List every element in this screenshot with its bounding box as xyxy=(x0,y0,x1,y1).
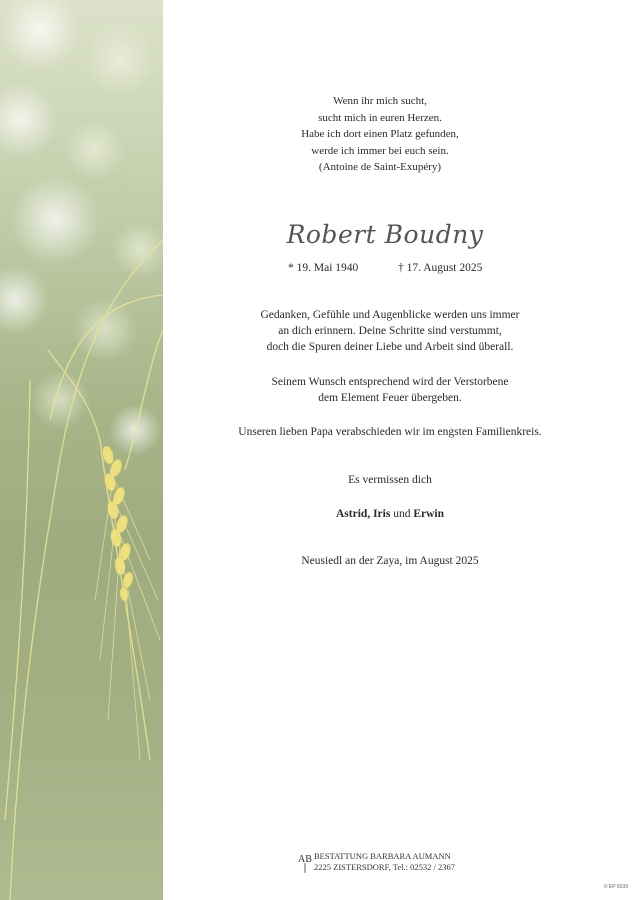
text-line: Seinem Wunsch entsprechend wird der Verstorbene xyxy=(271,376,509,388)
quote-line: werde ich immer bei euch sein. xyxy=(311,144,449,157)
decorative-side-panel xyxy=(0,0,163,900)
funeral-home-logo xyxy=(298,851,312,873)
text-line: an dich erinnern. Deine Schritte sind verstummt, xyxy=(278,325,502,337)
place-and-date xyxy=(210,553,570,569)
mourner-connector: und xyxy=(390,508,414,520)
cremation-paragraph xyxy=(210,374,570,406)
mourner-name: Iris xyxy=(373,508,391,520)
memorial-quote xyxy=(210,93,550,176)
mourner-separator: , xyxy=(367,508,374,520)
text-line: Unseren lieben Papa verabschieden wir im engsten Familienkreis. xyxy=(238,426,542,438)
text-line: Gedanken, Gefühle und Augenblicke werden uns immer xyxy=(260,309,520,321)
miss-line xyxy=(210,472,570,488)
logo-lettering: AB xyxy=(298,854,312,865)
text-line: Es vermissen dich xyxy=(348,474,432,486)
copyright-mark: © EP 5039 xyxy=(603,884,628,890)
remembrance-paragraph xyxy=(210,307,570,355)
mourners xyxy=(210,506,570,522)
birth-date: * 19. Mai 1940 xyxy=(288,262,359,274)
death-date: † 17. August 2025 xyxy=(398,262,483,274)
funeral-home-name: BESTATTUNG BARBARA AUMANN xyxy=(314,851,451,861)
funeral-home-address: 2225 ZISTERSDORF, Tel.: 02532 / 2367 xyxy=(314,862,455,872)
text-line: doch die Spuren deiner Liebe und Arbeit sind überall. xyxy=(266,341,514,353)
quote-line: Habe ich dort einen Platz gefunden, xyxy=(301,128,459,140)
quote-line: Wenn ihr mich sucht, xyxy=(333,95,427,107)
quote-line: sucht mich in euren Herzen. xyxy=(318,111,442,124)
text-line: Neusiedl an der Zaya, im August 2025 xyxy=(301,555,479,567)
wheat-ear-illustration xyxy=(0,0,163,900)
quote-author: (Antoine de Saint-Exupéry) xyxy=(318,161,442,173)
deceased-name: Robert Boudny xyxy=(286,220,484,249)
farewell-paragraph xyxy=(210,424,570,440)
mourner-name: Astrid xyxy=(336,508,368,520)
text-line: dem Element Feuer übergeben. xyxy=(318,392,462,404)
mourner-name: Erwin xyxy=(413,508,444,520)
